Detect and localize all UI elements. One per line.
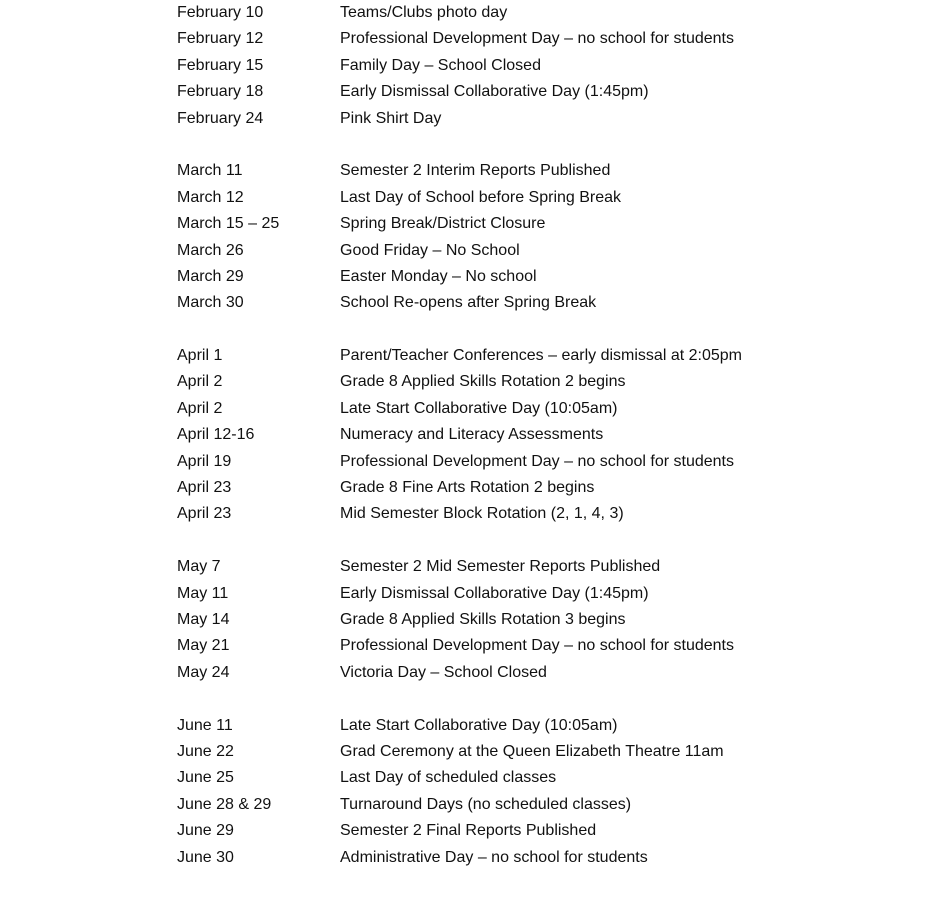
event-date: May 21 [177,637,230,655]
calendar-row [177,290,777,316]
event-date: March 12 [177,188,244,206]
event-description: Good Friday – No School [340,241,520,259]
calendar-row [177,422,777,448]
event-description: Early Dismissal Collaborative Day (1:45pm) [340,584,649,602]
event-description: Grade 8 Fine Arts Rotation 2 begins [340,479,595,497]
event-date: February 12 [177,30,264,48]
event-date: May 7 [177,558,221,576]
event-description: Semester 2 Interim Reports Published [340,162,611,180]
event-description: Late Start Collaborative Day (10:05am) [340,716,618,734]
event-date: May 11 [177,584,229,602]
event-date: February 18 [177,83,264,101]
event-date: April 23 [177,505,232,523]
event-description: Turnaround Days (no scheduled classes) [340,795,632,813]
calendar-row [177,238,777,264]
calendar-row [177,818,777,844]
event-date: February 24 [177,109,264,127]
calendar-row [177,554,777,580]
event-date: March 15 – 25 [177,215,280,233]
calendar-row [177,792,777,818]
event-description: Professional Development Day – no school for students [340,637,734,655]
calendar-row [177,79,777,105]
month-group-june [177,713,777,871]
calendar-row [177,158,777,184]
event-date: April 19 [177,452,232,470]
event-date: June 25 [177,769,234,787]
calendar-row [177,449,777,475]
month-group-may [177,554,777,686]
event-description: Grade 8 Applied Skills Rotation 2 begins [340,373,626,391]
event-date: June 30 [177,848,234,866]
month-group-february [177,0,777,132]
event-description: Easter Monday – No school [340,267,537,285]
calendar-row [177,633,777,659]
event-description: Professional Development Day – no school for students [340,30,734,48]
calendar-row [177,53,777,79]
calendar-row [177,0,777,26]
event-date: May 14 [177,610,230,628]
school-calendar [177,0,777,871]
event-description: Spring Break/District Closure [340,215,546,233]
event-date: June 11 [177,716,233,734]
event-date: March 11 [177,162,243,180]
calendar-row [177,581,777,607]
calendar-row [177,739,777,765]
calendar-row [177,343,777,369]
calendar-row [177,185,777,211]
event-date: June 29 [177,822,234,840]
calendar-row [177,396,777,422]
event-description: Grad Ceremony at the Queen Elizabeth Theatre 11am [340,742,724,760]
calendar-row [177,501,777,527]
calendar-row [177,713,777,739]
event-description: Administrative Day – no school for students [340,848,648,866]
event-date: March 29 [177,267,244,285]
event-description: Last Day of School before Spring Break [340,188,622,206]
event-description: Teams/Clubs photo day [340,4,508,21]
event-description: Semester 2 Final Reports Published [340,822,597,840]
calendar-row [177,106,777,132]
event-description: Early Dismissal Collaborative Day (1:45pm) [340,83,649,101]
event-description: Numeracy and Literacy Assessments [340,426,604,444]
event-date: March 30 [177,294,244,312]
calendar-row [177,211,777,237]
event-description: Late Start Collaborative Day (10:05am) [340,399,618,417]
event-date: April 23 [177,479,232,497]
event-description: Last Day of scheduled classes [340,769,557,787]
calendar-row [177,264,777,290]
event-date: February 10 [177,4,264,21]
event-date: April 2 [177,373,223,391]
calendar-row [177,607,777,633]
event-description: Family Day – School Closed [340,56,541,74]
event-description: Parent/Teacher Conferences – early dismissal at 2:05pm [340,347,742,365]
calendar-row [177,660,777,686]
calendar-row [177,845,777,871]
event-date: April 12-16 [177,426,255,444]
event-date: June 28 & 29 [177,795,272,813]
event-description: Mid Semester Block Rotation (2, 1, 4, 3) [340,505,624,523]
event-description: Grade 8 Applied Skills Rotation 3 begins [340,610,626,628]
event-date: February 15 [177,56,264,74]
event-description: School Re-opens after Spring Break [340,294,597,312]
event-date: April 2 [177,399,223,417]
event-date: April 1 [177,347,223,365]
event-description: Professional Development Day – no school for students [340,452,734,470]
calendar-row [177,369,777,395]
event-description: Pink Shirt Day [340,109,442,127]
calendar-row [177,765,777,791]
calendar-row [177,26,777,52]
event-date: June 22 [177,742,234,760]
event-description: Victoria Day – School Closed [340,663,547,681]
event-date: May 24 [177,663,230,681]
calendar-row [177,475,777,501]
event-date: March 26 [177,241,244,259]
month-group-march [177,158,777,316]
month-group-april [177,343,777,528]
event-description: Semester 2 Mid Semester Reports Published [340,558,661,576]
